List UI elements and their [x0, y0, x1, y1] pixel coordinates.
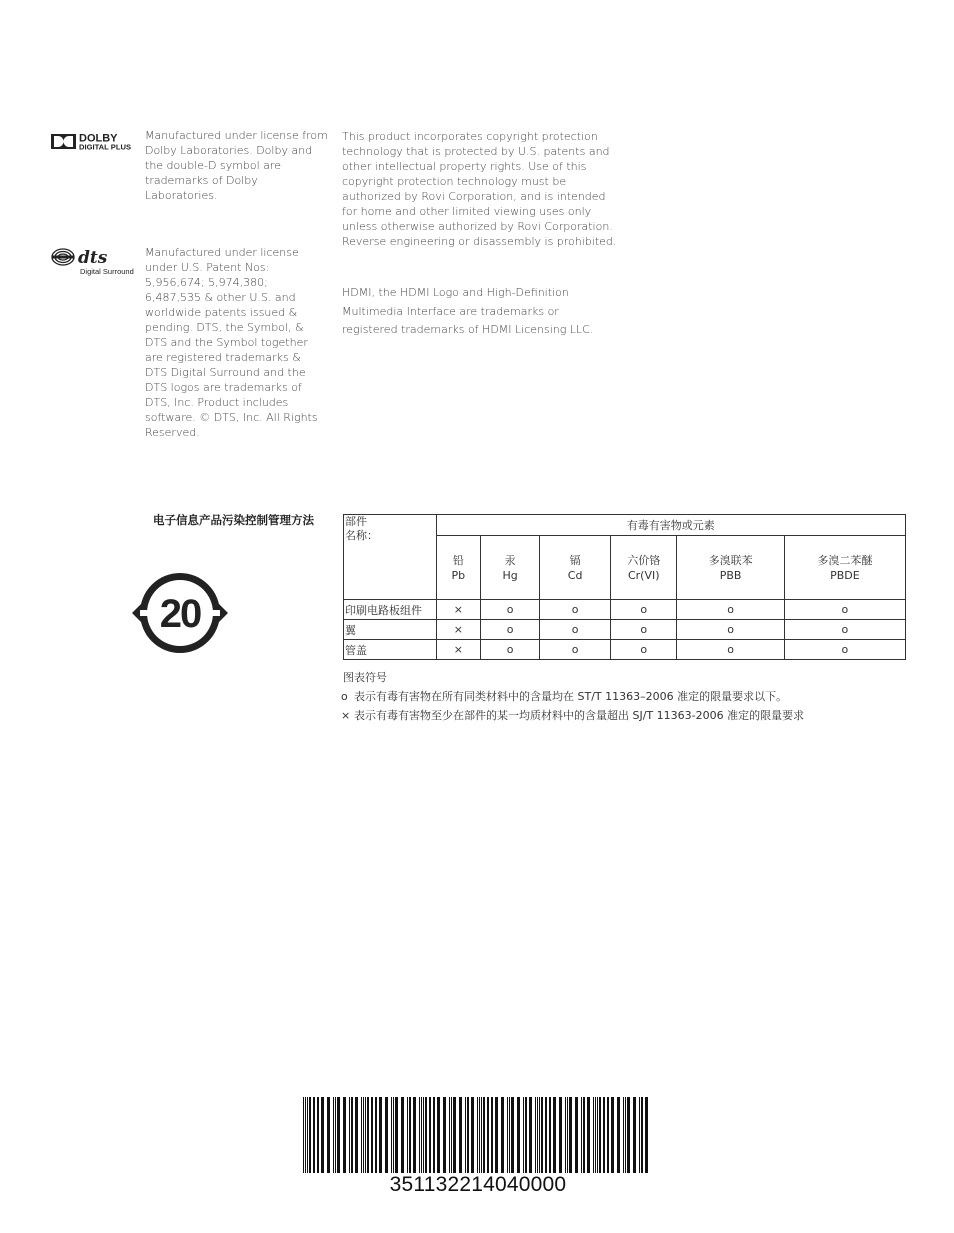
barcode-bar — [391, 1097, 392, 1173]
substance-header: 铅 Pb — [436, 536, 480, 600]
legend-item-compliant: o 表示有毒有害物在所有同类材料中的含量均在 ST/T 11363–2006 准定的限量要求以下。 — [341, 690, 788, 703]
barcode-bar — [495, 1097, 498, 1173]
svg-text:DOLBY: DOLBY — [79, 132, 118, 145]
substance-header: 多溴二苯醚 PBDE — [784, 536, 905, 600]
barcode-bar — [361, 1097, 362, 1173]
rohs-title: 电子信息产品污染控制管理方法 — [153, 513, 314, 527]
barcode-bar — [433, 1097, 435, 1173]
barcode-bar — [459, 1097, 462, 1173]
barcode-bar — [583, 1097, 585, 1173]
svg-text:Digital Surround: Digital Surround — [80, 267, 134, 276]
substance-header: 多溴联苯 PBB — [677, 536, 784, 600]
barcode-bar — [313, 1097, 315, 1173]
substance-value-cell: o — [784, 600, 905, 620]
barcode-bar — [365, 1097, 366, 1173]
barcode-bar — [465, 1097, 466, 1173]
barcode-bar — [645, 1097, 648, 1173]
barcode-bar — [517, 1097, 520, 1173]
dts-logo — [51, 247, 137, 277]
barcode-bar — [623, 1097, 624, 1173]
table-row — [344, 640, 906, 660]
substance-value-cell: o — [540, 640, 611, 660]
dts-license-text: Manufactured under license under U.S. Patent Nos: 5,956,674; 5,974,380; 6,487,535 & other U.S. and worldwide patents issued & pending. DTS, the Symbol, & DTS and the Symbol together are registered trademarks & DTS Digital Surround and the DTS logos are trademarks of DTS, Inc. Product includes software. © DTS, Inc. All Rights Reserved. — [145, 246, 318, 439]
barcode-bar — [355, 1097, 358, 1173]
substance-value-cell: o — [481, 620, 540, 640]
barcode-bar — [423, 1097, 424, 1173]
barcode-bar — [603, 1097, 605, 1173]
barcode-bar — [421, 1097, 422, 1173]
part-name-cell: 印刷电路板组件 — [344, 600, 437, 620]
barcode-bar — [569, 1097, 572, 1173]
barcode-bar — [363, 1097, 364, 1173]
barcode-bar — [607, 1097, 609, 1173]
barcode-bar — [565, 1097, 566, 1173]
barcode-bar — [597, 1097, 598, 1173]
barcode-bar — [407, 1097, 408, 1173]
barcode-bar — [335, 1097, 336, 1173]
substance-value-cell: o — [611, 600, 677, 620]
substance-value-cell: o — [784, 620, 905, 640]
substance-value-cell: o — [677, 620, 784, 640]
substance-value-cell: × — [436, 600, 480, 620]
barcode-bar — [437, 1097, 440, 1173]
dolby-logo — [51, 131, 137, 151]
barcode-bar — [501, 1097, 504, 1173]
barcode-bar — [349, 1097, 350, 1173]
barcode-bar — [529, 1097, 532, 1173]
barcode — [303, 1097, 653, 1173]
substance-value-cell: o — [481, 600, 540, 620]
substance-value-cell: o — [611, 620, 677, 640]
barcode-bar — [625, 1097, 626, 1173]
part-name-cell: 翼 — [344, 620, 437, 640]
substance-value-cell: × — [436, 620, 480, 640]
barcode-bar — [549, 1097, 551, 1173]
barcode-bar — [467, 1097, 469, 1173]
table-row — [344, 620, 906, 640]
barcode-bar — [367, 1097, 369, 1173]
barcode-bar — [419, 1097, 420, 1173]
substance-value-cell: o — [611, 640, 677, 660]
barcode-bar — [409, 1097, 411, 1173]
substance-value-cell: × — [436, 640, 480, 660]
substance-header: 镉 Cd — [540, 536, 611, 600]
barcode-bar — [525, 1097, 527, 1173]
barcode-bar — [593, 1097, 594, 1173]
barcode-bar — [539, 1097, 540, 1173]
barcode-bar — [537, 1097, 538, 1173]
barcode-bar — [451, 1097, 452, 1173]
barcode-bar — [413, 1097, 416, 1173]
barcode-bar — [453, 1097, 456, 1173]
substance-value-cell: o — [677, 600, 784, 620]
barcode-bar — [307, 1097, 308, 1173]
barcode-bar — [627, 1097, 630, 1173]
barcode-bar — [393, 1097, 394, 1173]
barcode-bar — [633, 1097, 636, 1173]
substance-value-cell: o — [540, 620, 611, 640]
svg-text:20: 20 — [159, 592, 201, 636]
barcode-bar — [327, 1097, 330, 1173]
table-row — [344, 600, 906, 620]
svg-text:DIGITAL PLUS: DIGITAL PLUS — [79, 142, 132, 151]
barcode-bar — [371, 1097, 373, 1173]
barcode-bar — [595, 1097, 596, 1173]
barcode-bar — [303, 1097, 304, 1173]
barcode-bar — [575, 1097, 578, 1173]
barcode-bar — [611, 1097, 614, 1173]
legend-title: 图表符号 — [343, 671, 387, 684]
substance-value-cell: o — [540, 600, 611, 620]
substance-value-cell: o — [677, 640, 784, 660]
substance-header: 六价铬 Cr(VI) — [611, 536, 677, 600]
barcode-bar — [471, 1097, 474, 1173]
barcode-bar — [305, 1097, 306, 1173]
svg-text:dts: dts — [78, 248, 108, 268]
barcode-number: 351132214040000 — [389, 1173, 567, 1196]
barcode-bar — [545, 1097, 547, 1173]
barcode-bar — [483, 1097, 485, 1173]
legend-item-exceeds: × 表示有毒有害物至少在部件的某一均质材料中的含量超出 SJ/T 11363-2006 准定的限量要求 — [341, 709, 805, 722]
barcode-bar — [535, 1097, 536, 1173]
barcode-bar — [333, 1097, 334, 1173]
barcode-bar — [559, 1097, 562, 1173]
barcode-bar — [491, 1097, 493, 1173]
barcode-bar — [343, 1097, 346, 1173]
barcode-bar — [379, 1097, 382, 1173]
hazardous-substance-table — [343, 514, 906, 660]
part-name-cell: 管盖 — [344, 640, 437, 660]
barcode-bar — [449, 1097, 450, 1173]
barcode-bar — [509, 1097, 510, 1173]
barcode-bar — [395, 1097, 398, 1173]
barcode-bar — [487, 1097, 489, 1173]
barcode-bar — [541, 1097, 543, 1173]
barcode-bar — [581, 1097, 582, 1173]
substance-value-cell: o — [784, 640, 905, 660]
substance-value-cell: o — [481, 640, 540, 660]
epup-20-icon — [130, 568, 230, 658]
barcode-bar — [511, 1097, 514, 1173]
barcode-bar — [567, 1097, 568, 1173]
barcode-bar — [429, 1097, 431, 1173]
barcode-bar — [351, 1097, 353, 1173]
barcode-bar — [401, 1097, 404, 1173]
barcode-bar — [553, 1097, 556, 1173]
dolby-license-text: Manufactured under license from Dolby Laboratories. Dolby and the double-D symbol are trademarks of Dolby Laboratories. — [145, 129, 328, 202]
barcode-bar — [479, 1097, 480, 1173]
barcode-bar — [321, 1097, 324, 1173]
part-name-header: 部件 名称： — [344, 515, 437, 600]
barcode-bar — [309, 1097, 311, 1173]
barcode-bar — [641, 1097, 643, 1173]
barcode-bar — [523, 1097, 524, 1173]
rovi-license-text: This product incorporates copyright protection technology that is protected by U.S. patents and other intellectual property rights. Use of this copyright protection technology must be authorized by Rovi Corporation, and is intended for home and other limited viewing uses only unless otherwise authorized by Rovi Corporation. Reverse engineering or disassembly is prohibited. — [342, 130, 617, 248]
barcode-bar — [639, 1097, 640, 1173]
hdmi-license-text: HDMI, the HDMI Logo and High-Definition Multimedia Interface are trademarks or registered trademarks of HDMI Licensing LLC. — [342, 286, 594, 336]
barcode-bar — [617, 1097, 620, 1173]
substance-group-header: 有毒有害物或元素 — [436, 515, 905, 536]
barcode-bar — [375, 1097, 377, 1173]
barcode-bar — [481, 1097, 482, 1173]
barcode-bar — [443, 1097, 446, 1173]
barcode-bar — [337, 1097, 340, 1173]
barcode-bar — [587, 1097, 590, 1173]
substance-header: 汞 Hg — [481, 536, 540, 600]
barcode-bar — [477, 1097, 478, 1173]
barcode-bar — [507, 1097, 508, 1173]
barcode-bar — [385, 1097, 388, 1173]
barcode-bar — [599, 1097, 601, 1173]
barcode-bar — [425, 1097, 427, 1173]
barcode-bar — [317, 1097, 319, 1173]
